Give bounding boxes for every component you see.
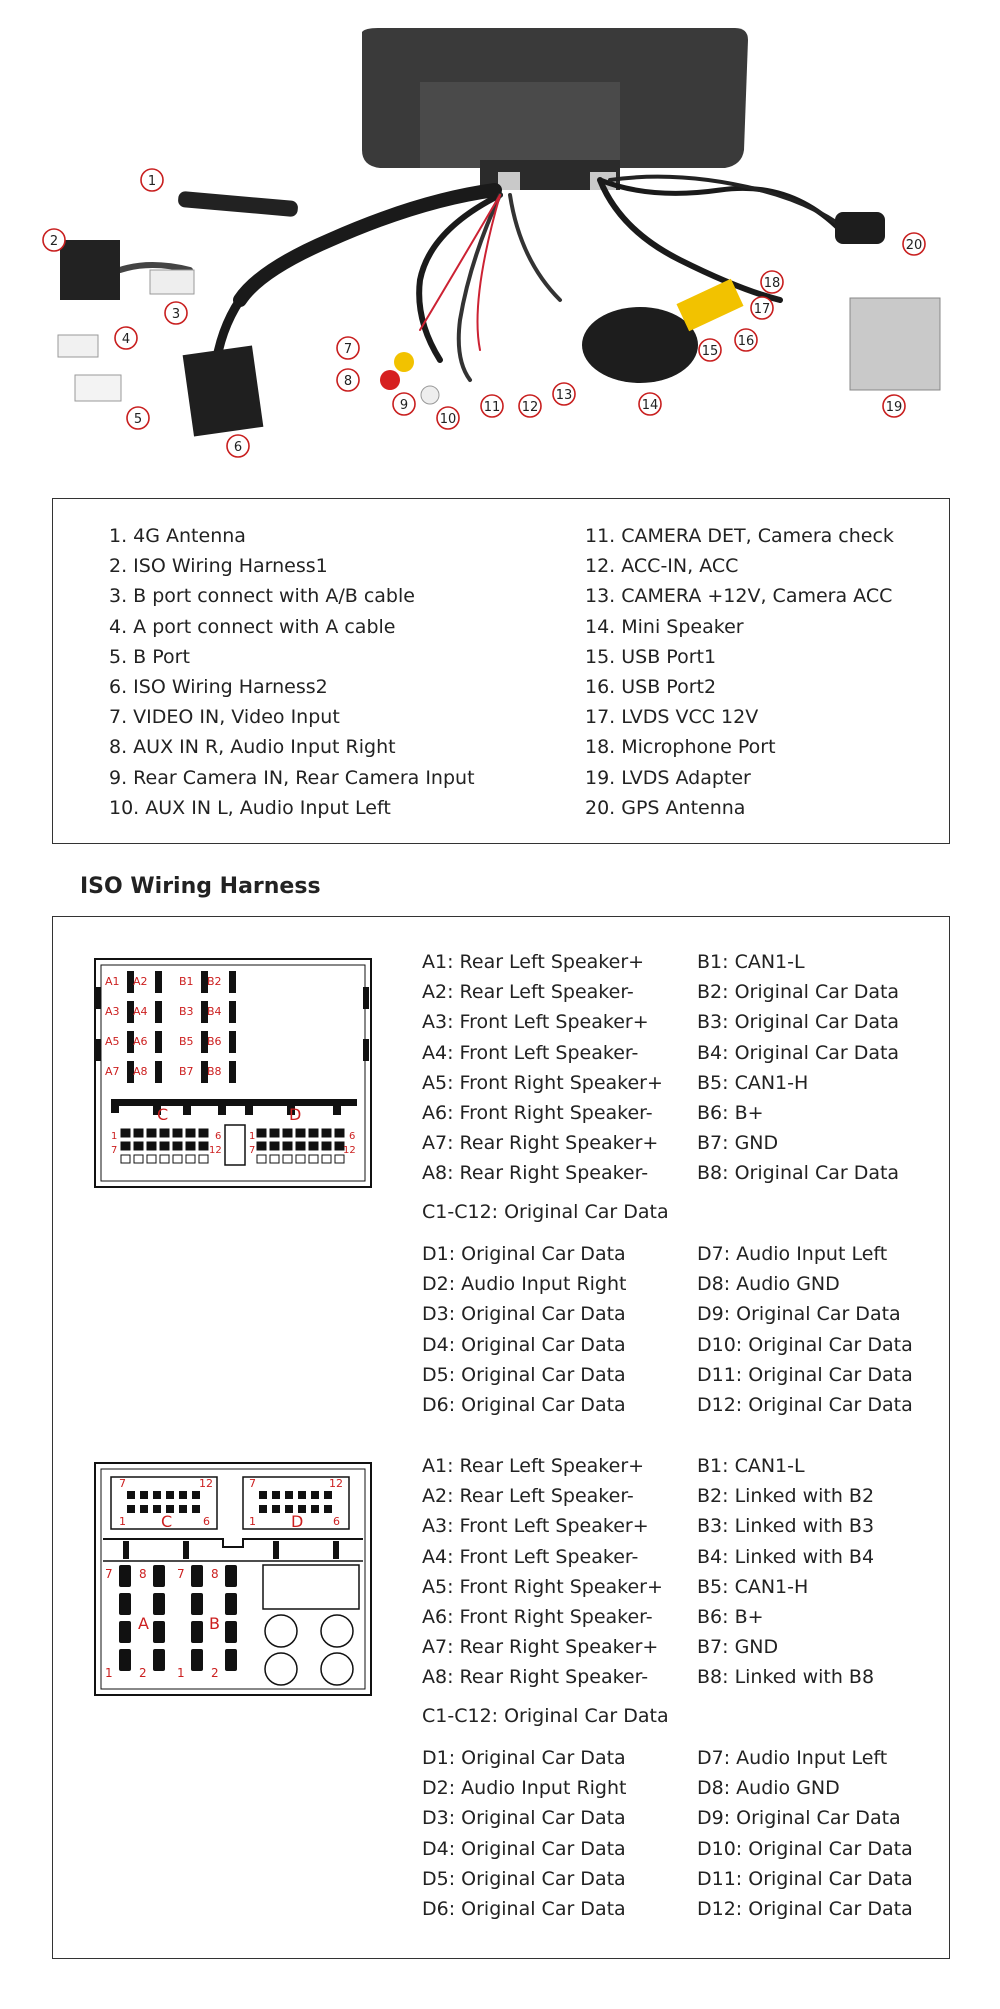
c2-c-pin [153, 1505, 161, 1513]
callout-number-1: 1 [147, 174, 157, 189]
c1-d-pin [257, 1129, 266, 1137]
c2-c-pin [166, 1491, 174, 1499]
harness1-b-pin-3: B3: Original Car Data [697, 1011, 900, 1034]
c2-num-7d: 7 [177, 1567, 185, 1581]
harness2-a-column [422, 1451, 663, 1693]
c1-d-pin [309, 1155, 318, 1163]
c1-pin-label-a6: A6 [133, 1035, 148, 1048]
harness1-d-pin-1: D7: Audio Input Left [697, 1243, 888, 1265]
c1-c-pin [147, 1129, 156, 1137]
harness1-a-pin-6: A6: Front Right Speaker- [422, 1102, 653, 1125]
legend-item-7: 17. LVDS VCC 12V [585, 706, 759, 729]
c2-a-pin [119, 1593, 131, 1615]
c1-pin-label-b4: B4 [207, 1005, 222, 1018]
rca-red [380, 370, 400, 390]
harness1-b-pin-5: B5: CAN1-H [697, 1071, 809, 1094]
harness2-a-pin-6: A6: Front Right Speaker- [422, 1606, 653, 1629]
c1-c-pin [134, 1142, 143, 1150]
iso-harness-2-plug [183, 346, 264, 437]
connector-2-diagram [93, 1461, 375, 1697]
c2-b-pin [191, 1565, 203, 1587]
harness1-a-column [422, 947, 663, 1189]
legend-item-6: 6. ISO Wiring Harness2 [109, 676, 328, 699]
c1-num-12b: 12 [343, 1145, 356, 1156]
c2-c-pin [153, 1491, 161, 1499]
c1-c-pin [199, 1129, 208, 1137]
harness2-d-pin-2: D2: Audio Input Right [422, 1777, 627, 1800]
legend-item-4: 14. Mini Speaker [585, 615, 744, 638]
legend-left-column [109, 521, 475, 823]
c1-d-pin [309, 1142, 318, 1150]
legend-item-3: 3. B port connect with A/B cable [109, 585, 415, 608]
harness1-d-pin-3: D3: Original Car Data [422, 1303, 626, 1326]
harness2-d-pin-6: D12: Original Car Data [697, 1898, 913, 1921]
parts-legend [52, 498, 950, 844]
legend-item-5: 5. B Port [109, 645, 190, 668]
callout-number-13: 13 [555, 388, 573, 403]
c1-d-pin [335, 1129, 344, 1137]
c2-b-pin [225, 1593, 237, 1615]
legend-item-8: 8. AUX IN R, Audio Input Right [109, 736, 396, 759]
callout-number-5: 5 [133, 412, 143, 427]
c1-c-pin [134, 1155, 143, 1163]
c2-num-8b: 8 [211, 1567, 219, 1581]
c2-num-7b: 7 [249, 1477, 256, 1490]
c2-a-pin [119, 1565, 131, 1587]
c2-num-1d: 1 [177, 1666, 185, 1680]
c2-c-pin [179, 1505, 187, 1513]
c1-d-pin [283, 1142, 292, 1150]
c1-pin-b8 [229, 1061, 236, 1083]
c2-b-pin [225, 1565, 237, 1587]
product-photo [0, 0, 1000, 480]
harness1-a-pin-8: A8: Rear Right Speaker- [422, 1162, 649, 1185]
c2-c-pin [127, 1505, 135, 1513]
c1-d-pin [309, 1129, 318, 1137]
c1-d-pin [322, 1142, 331, 1150]
harness2-b-pin-4: B4: Linked with B4 [697, 1545, 875, 1568]
c2-b-pin [191, 1593, 203, 1615]
c1-pin-label-b7: B7 [179, 1065, 194, 1078]
harness1-d-pin-4: D10: Original Car Data [697, 1333, 913, 1356]
c1-num-7b: 7 [249, 1145, 256, 1156]
c1-c-pin [147, 1142, 156, 1150]
c1-d-pin [322, 1129, 331, 1137]
c2-num-12b: 12 [329, 1477, 343, 1490]
c2-num-2b: 2 [211, 1666, 219, 1680]
c2-b-pin [225, 1649, 237, 1671]
c2-a-pin [153, 1621, 165, 1643]
c2-num-7a: 7 [119, 1477, 126, 1490]
c1-d-pin [296, 1155, 305, 1163]
c1-pin-label-a8: A8 [133, 1065, 148, 1078]
c1-pin-label-b5: B5 [179, 1035, 194, 1048]
harness2-b-pin-2: B2: Linked with B2 [697, 1485, 875, 1508]
harness2-a-pin-7: A7: Rear Right Speaker+ [422, 1636, 659, 1659]
c1-pin-label-b6: B6 [207, 1035, 222, 1048]
head-unit [362, 28, 748, 190]
harness1-d-right-column [697, 1239, 913, 1420]
harness1-b-pin-1: B1: CAN1-L [697, 951, 805, 973]
c2-a-pin [153, 1649, 165, 1671]
c2-num-7c: 7 [105, 1567, 113, 1581]
harness2-d-pin-5: D11: Original Car Data [697, 1867, 913, 1890]
c2-b-pin [191, 1621, 203, 1643]
legend-item-1: 11. CAMERA DET, Camera check [585, 525, 894, 547]
c2-num-1b: 1 [249, 1515, 256, 1528]
c1-c-pin [186, 1155, 195, 1163]
harness1-a-pin-3: A3: Front Left Speaker+ [422, 1011, 649, 1034]
harness2-d-pin-1: D1: Original Car Data [422, 1747, 626, 1769]
c2-c-pin [179, 1491, 187, 1499]
harness2-d-pin-3: D9: Original Car Data [697, 1807, 901, 1830]
c2-a-label: A [138, 1614, 149, 1633]
c1-c-pin [121, 1129, 130, 1137]
connector-1-diagram [93, 957, 375, 1189]
legend-item-2: 2. ISO Wiring Harness1 [109, 555, 328, 578]
c1-num-6b: 6 [349, 1131, 356, 1142]
harness1-d-pin-2: D2: Audio Input Right [422, 1273, 627, 1296]
harness1-c-line: C1-C12: Original Car Data [422, 1201, 669, 1223]
rca-white [421, 386, 439, 404]
harness1-a-pin-2: A2: Rear Left Speaker- [422, 981, 634, 1004]
harness1-b-pin-6: B6: B+ [697, 1102, 764, 1125]
c1-pin-b6 [229, 1031, 236, 1053]
harness1-a-pin-4: A4: Front Left Speaker- [422, 1041, 639, 1064]
gps-antenna [835, 212, 885, 244]
harness2-d-pin-6: D6: Original Car Data [422, 1898, 626, 1921]
c1-pin-b4 [229, 1001, 236, 1023]
c2-d-label: D [291, 1512, 304, 1531]
c1-d-pin [296, 1142, 305, 1150]
callout-markers [43, 169, 925, 457]
callout-number-7: 7 [343, 342, 353, 357]
c1-c-pin [173, 1155, 182, 1163]
harness2-b-pin-7: B7: GND [697, 1636, 779, 1659]
callout-number-16: 16 [737, 334, 755, 349]
c2-num-1c: 1 [105, 1666, 113, 1680]
c2-d-pin [311, 1491, 319, 1499]
harness1-b-column [697, 947, 899, 1189]
harness1-d-pin-6: D12: Original Car Data [697, 1394, 913, 1417]
c1-num-12a: 12 [209, 1145, 222, 1156]
c2-c-pin [192, 1505, 200, 1513]
c2-c-pin [127, 1491, 135, 1499]
c2-a-pin [119, 1621, 131, 1643]
harness1-d-left-column [422, 1239, 626, 1420]
c1-d-pin [257, 1142, 266, 1150]
c1-d-pin [270, 1142, 279, 1150]
harness2-a-pin-4: A4: Front Left Speaker- [422, 1545, 639, 1568]
c1-c-pin [173, 1129, 182, 1137]
harness2-a-pin-3: A3: Front Left Speaker+ [422, 1515, 649, 1538]
c2-d-pin [272, 1505, 280, 1513]
harness2-b-pin-8: B8: Linked with B8 [697, 1666, 875, 1689]
c1-pin-a6 [155, 1031, 162, 1053]
harness1-d-pin-4: D4: Original Car Data [422, 1333, 626, 1356]
c1-pin-label-a2: A2 [133, 975, 148, 988]
c1-pin-label-a1: A1 [105, 975, 120, 988]
harness2-a-pin-2: A2: Rear Left Speaker- [422, 1485, 634, 1508]
harness2-d-pin-4: D10: Original Car Data [697, 1837, 913, 1860]
c1-pin-a4 [155, 1001, 162, 1023]
c1-c-pin [199, 1142, 208, 1150]
legend-item-10: 10. AUX IN L, Audio Input Left [109, 796, 391, 819]
harness2-d-pin-4: D4: Original Car Data [422, 1837, 626, 1860]
c2-d-pin [324, 1491, 332, 1499]
rca-yellow [394, 352, 414, 372]
c2-c-pin [140, 1491, 148, 1499]
legend-item-5: 15. USB Port1 [585, 645, 717, 668]
c1-pin-a8 [155, 1061, 162, 1083]
legend-item-7: 7. VIDEO IN, Video Input [109, 706, 340, 729]
legend-item-2: 12. ACC-IN, ACC [585, 555, 739, 578]
c2-d-pin [311, 1505, 319, 1513]
callout-number-9: 9 [399, 398, 409, 413]
c1-pin-label-a5: A5 [105, 1035, 120, 1048]
c2-a-pin [119, 1649, 131, 1671]
c2-b-pin [191, 1649, 203, 1671]
harness2-c-line: C1-C12: Original Car Data [422, 1705, 669, 1727]
iso-wiring-harness-box [52, 916, 950, 1959]
c1-num-6a: 6 [215, 1131, 222, 1142]
c1-c-pin [160, 1155, 169, 1163]
harness2-a-pin-1: A1: Rear Left Speaker+ [422, 1455, 645, 1477]
harness2-b-pin-6: B6: B+ [697, 1606, 764, 1629]
c1-c-pin [134, 1129, 143, 1137]
harness2-d-pin-5: D5: Original Car Data [422, 1867, 626, 1890]
c1-pin-label-b8: B8 [207, 1065, 222, 1078]
callout-number-18: 18 [763, 276, 781, 291]
c2-b-pin [225, 1621, 237, 1643]
c1-c-pin [186, 1142, 195, 1150]
antenna-4g [178, 191, 299, 217]
c1-c-pin [199, 1155, 208, 1163]
c2-d-pin [324, 1505, 332, 1513]
c2-a-pin [153, 1565, 165, 1587]
section-title: ISO Wiring Harness [80, 874, 321, 899]
harness1-a-pin-7: A7: Rear Right Speaker+ [422, 1132, 659, 1155]
c2-num-2a: 2 [139, 1666, 147, 1680]
c1-num-1b: 1 [249, 1131, 256, 1142]
harness1-b-pin-8: B8: Original Car Data [697, 1162, 900, 1185]
c1-d-pin [322, 1155, 331, 1163]
c2-a-pin [153, 1593, 165, 1615]
c1-d-pin [270, 1129, 279, 1137]
callout-number-2: 2 [49, 234, 59, 249]
c1-c-pin [160, 1129, 169, 1137]
harness2-a-pin-5: A5: Front Right Speaker+ [422, 1575, 663, 1598]
c1-d-pin [335, 1155, 344, 1163]
callout-number-8: 8 [343, 374, 353, 389]
c2-c-pin [192, 1491, 200, 1499]
c2-c-label: C [161, 1512, 173, 1531]
harness1-b-pin-4: B4: Original Car Data [697, 1041, 900, 1064]
c1-d-pin [296, 1129, 305, 1137]
c1-num-7a: 7 [111, 1145, 118, 1156]
c2-d-pin [285, 1491, 293, 1499]
callout-number-19: 19 [885, 400, 903, 415]
c1-d-label: D [289, 1105, 302, 1124]
legend-item-9: 9. Rear Camera IN, Rear Camera Input [109, 766, 475, 789]
lvds-adapter [850, 298, 940, 390]
harness2-d-right-column [697, 1743, 913, 1924]
harness1-a-pin-5: A5: Front Right Speaker+ [422, 1071, 663, 1094]
callout-number-12: 12 [521, 400, 539, 415]
c1-pin-label-a7: A7 [105, 1065, 120, 1078]
c2-num-12a: 12 [199, 1477, 213, 1490]
callout-number-6: 6 [233, 440, 243, 455]
harness1-d-pin-1: D1: Original Car Data [422, 1243, 626, 1265]
ab-port-connector [150, 270, 194, 294]
callout-number-14: 14 [641, 398, 659, 413]
callout-number-17: 17 [753, 302, 771, 317]
c1-num-1a: 1 [111, 1131, 118, 1142]
c1-pin-label-a4: A4 [133, 1005, 148, 1018]
c1-c-pin [121, 1142, 130, 1150]
callout-number-3: 3 [171, 307, 181, 322]
legend-item-1: 1. 4G Antenna [109, 525, 246, 547]
c1-pin-label-a3: A3 [105, 1005, 120, 1018]
c1-pin-label-b2: B2 [207, 975, 222, 988]
legend-item-9: 19. LVDS Adapter [585, 766, 751, 789]
harness2-b-pin-5: B5: CAN1-H [697, 1575, 809, 1598]
harness2-d-pin-3: D3: Original Car Data [422, 1807, 626, 1830]
c2-c-pin [140, 1505, 148, 1513]
c1-c-pin [147, 1155, 156, 1163]
c1-pin-label-b3: B3 [179, 1005, 194, 1018]
c1-d-pin [270, 1155, 279, 1163]
c1-d-pin [257, 1155, 266, 1163]
c2-b-label: B [209, 1614, 220, 1633]
c2-d-pin [259, 1491, 267, 1499]
harness2-d-pin-1: D7: Audio Input Left [697, 1747, 888, 1769]
c2-num-6b: 6 [333, 1515, 340, 1528]
usb-ports [676, 279, 743, 332]
callout-number-11: 11 [483, 400, 501, 415]
legend-item-3: 13. CAMERA +12V, Camera ACC [585, 585, 893, 608]
callout-number-4: 4 [121, 332, 131, 347]
harness1-d-pin-2: D8: Audio GND [697, 1273, 840, 1296]
a-port-connector [58, 335, 98, 357]
c2-num-1a: 1 [119, 1515, 126, 1528]
harness2-d-pin-2: D8: Audio GND [697, 1777, 840, 1800]
c1-c-pin [121, 1155, 130, 1163]
legend-item-4: 4. A port connect with A cable [109, 615, 396, 638]
c1-d-pin [283, 1129, 292, 1137]
mini-speaker [582, 307, 698, 383]
harness1-a-pin-1: A1: Rear Left Speaker+ [422, 951, 645, 973]
legend-item-6: 16. USB Port2 [585, 676, 717, 699]
c1-pin-b2 [229, 971, 236, 993]
c2-num-6a: 6 [203, 1515, 210, 1528]
harness2-a-pin-8: A8: Rear Right Speaker- [422, 1666, 649, 1689]
harness1-d-pin-6: D6: Original Car Data [422, 1394, 626, 1417]
callout-number-15: 15 [701, 344, 719, 359]
b-port-connector [75, 375, 121, 401]
c2-d-pin [272, 1491, 280, 1499]
harness2-b-pin-1: B1: CAN1-L [697, 1455, 805, 1477]
c1-c-pin [160, 1142, 169, 1150]
c2-d-pin [259, 1505, 267, 1513]
c1-c-pin [186, 1129, 195, 1137]
callout-number-20: 20 [905, 238, 923, 253]
c1-pin-label-b1: B1 [179, 975, 194, 988]
callout-number-10: 10 [439, 412, 457, 427]
harness1-b-pin-7: B7: GND [697, 1132, 779, 1155]
iso-harness-1-plug [60, 240, 120, 300]
c2-d-pin [298, 1491, 306, 1499]
harness2-b-pin-3: B3: Linked with B3 [697, 1515, 875, 1538]
harness1-b-pin-2: B2: Original Car Data [697, 981, 900, 1004]
harness1-d-pin-5: D5: Original Car Data [422, 1363, 626, 1386]
harness1-d-pin-3: D9: Original Car Data [697, 1303, 901, 1326]
c1-pin-a2 [155, 971, 162, 993]
legend-item-8: 18. Microphone Port [585, 736, 776, 759]
c1-c-pin [173, 1142, 182, 1150]
harness2-d-left-column [422, 1743, 626, 1924]
c1-d-pin [283, 1155, 292, 1163]
harness2-b-column [697, 1451, 874, 1693]
harness1-d-pin-5: D11: Original Car Data [697, 1363, 913, 1386]
c2-num-8a: 8 [139, 1567, 147, 1581]
c1-c-label: C [157, 1105, 169, 1124]
legend-right-column [585, 521, 894, 823]
legend-item-10: 20. GPS Antenna [585, 796, 746, 819]
